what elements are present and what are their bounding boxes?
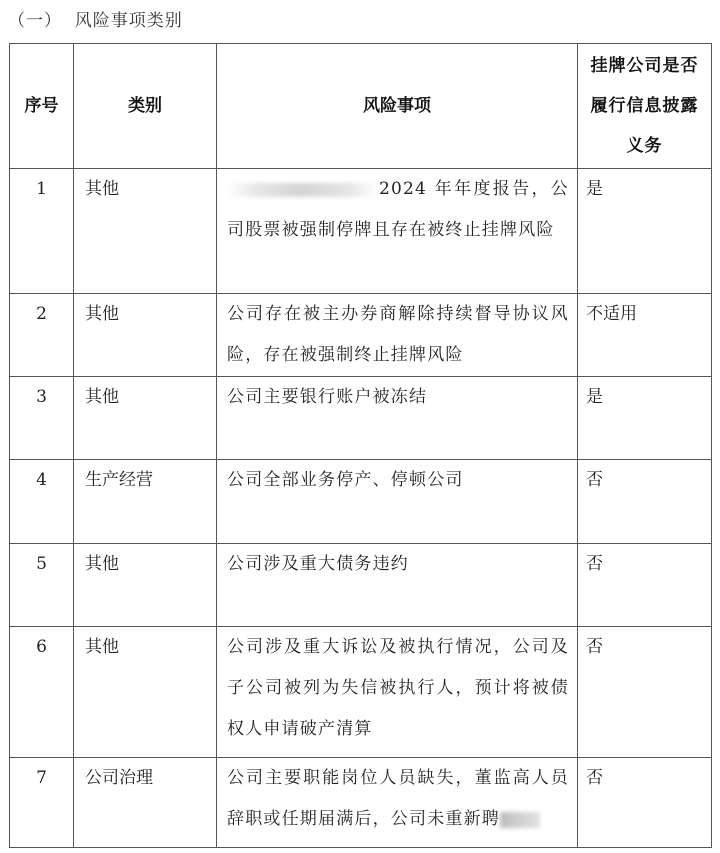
row-seq: 3 — [10, 377, 74, 460]
row-seq: 2 — [10, 294, 74, 377]
row-category: 其他 — [74, 544, 217, 627]
row-item: 公司存在被主办券商解除持续督导协议风险，存在被强制终止挂牌风险 — [217, 294, 578, 377]
section-title: （一） 风险事项类别 — [8, 11, 183, 31]
row-disclosure: 是 — [578, 377, 712, 460]
table-row — [10, 377, 712, 460]
header-item: 风险事项 — [217, 44, 578, 169]
table-row — [10, 758, 712, 848]
row-category: 其他 — [74, 169, 217, 294]
row-disclosure: 否 — [578, 544, 712, 627]
row-item-text: 2024 年年度报告，公司股票被强制停牌且存在被终止挂牌风险 — [227, 179, 569, 240]
row-disclosure: 否 — [578, 460, 712, 544]
row-disclosure: 不适用 — [578, 294, 712, 377]
row-category: 其他 — [74, 627, 217, 758]
row-category: 其他 — [74, 377, 217, 460]
truncated-text-fade — [500, 812, 540, 828]
header-category: 类别 — [74, 44, 217, 169]
row-category: 其他 — [74, 294, 217, 377]
row-item: 公司主要银行账户被冻结 — [217, 377, 578, 460]
row-disclosure: 否 — [578, 627, 712, 758]
row-seq: 4 — [10, 460, 74, 544]
row-item: 公司全部业务停产、停顿公司 — [217, 460, 578, 544]
row-disclosure: 否 — [578, 758, 712, 848]
row-seq: 1 — [10, 169, 74, 294]
row-seq: 7 — [10, 758, 74, 848]
risk-table — [9, 43, 712, 848]
table-row — [10, 544, 712, 627]
header-disclosure: 挂牌公司是否履行信息披露义务 — [578, 44, 712, 169]
table-header-row — [10, 44, 712, 169]
row-item: 公司涉及重大诉讼及被执行情况，公司及子公司被列为失信被执行人，预计将被债权人申请破产清算 — [217, 627, 578, 758]
row-category: 公司治理 — [74, 758, 217, 848]
row-seq: 6 — [10, 627, 74, 758]
row-seq: 5 — [10, 544, 74, 627]
table-row — [10, 460, 712, 544]
row-item — [217, 169, 578, 294]
row-item — [217, 758, 578, 848]
row-category: 生产经营 — [74, 460, 217, 544]
row-item: 公司涉及重大债务违约 — [217, 544, 578, 627]
table-row — [10, 627, 712, 758]
redacted-text — [227, 183, 377, 197]
table-row — [10, 169, 712, 294]
header-seq: 序号 — [10, 44, 74, 169]
row-item-text: 公司主要职能岗位人员缺失，董监高人员辞职或任期届满后，公司未重新聘 — [227, 768, 569, 829]
row-disclosure: 是 — [578, 169, 712, 294]
table-row — [10, 294, 712, 377]
